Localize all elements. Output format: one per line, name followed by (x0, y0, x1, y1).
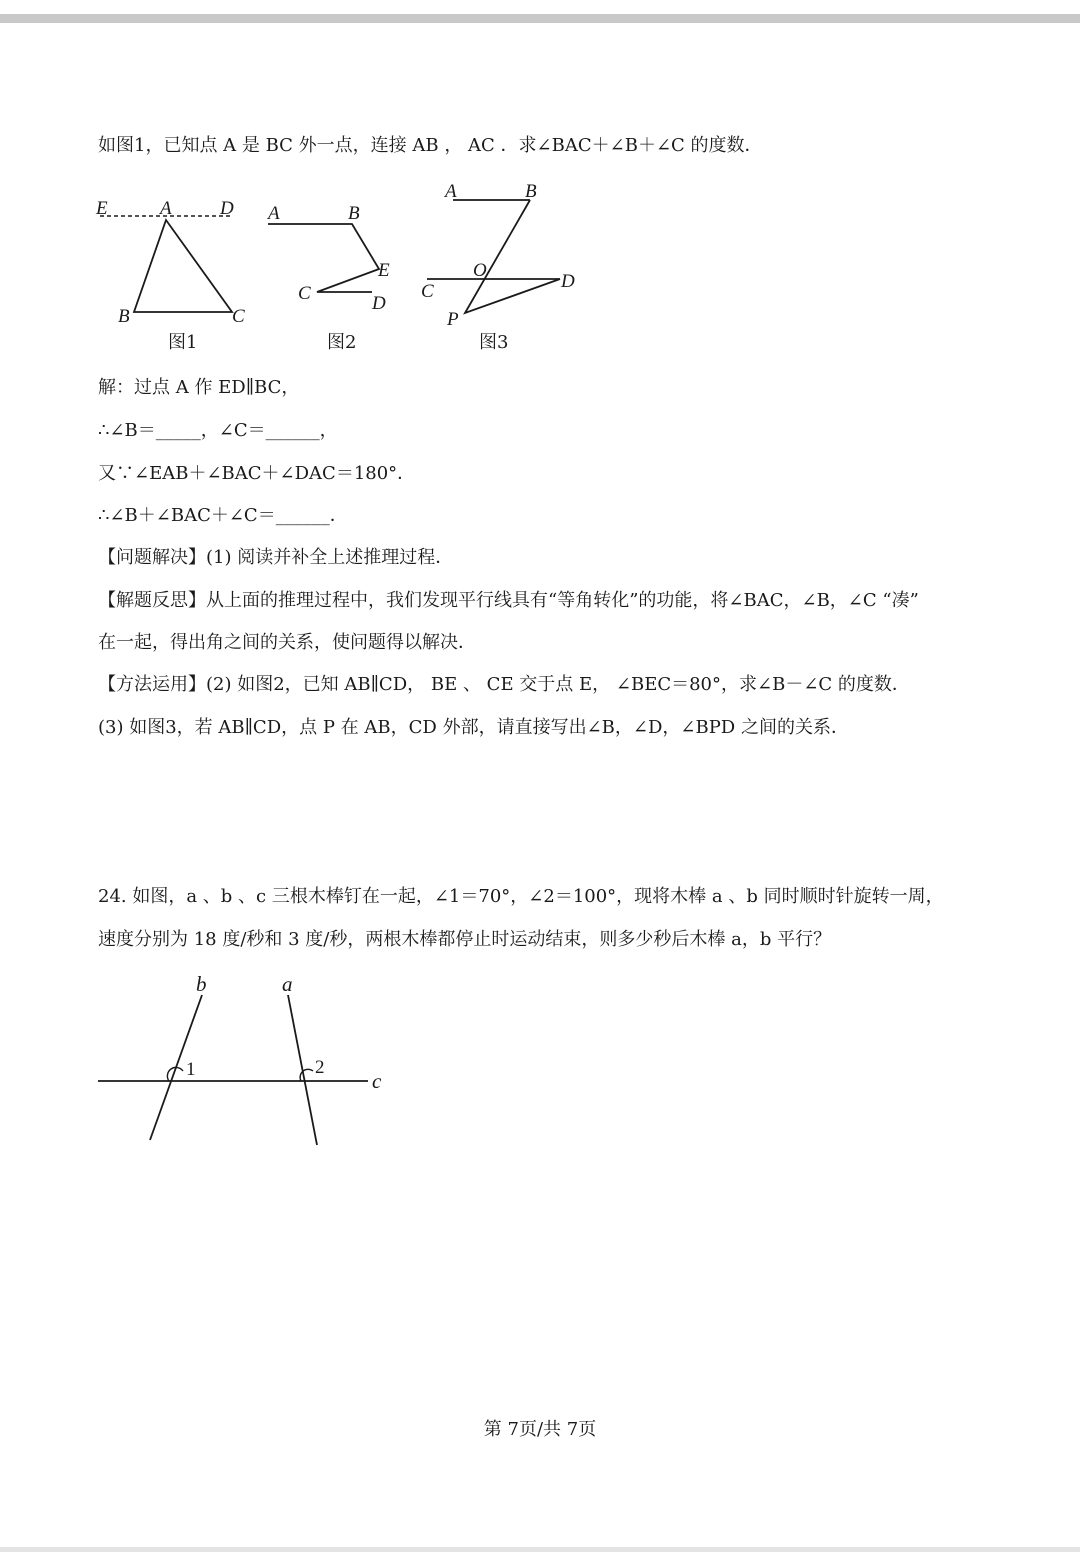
question-24-line-1: 24. 如图，a 、b 、c 三根木棒钉在一起，∠1＝70°，∠2＝100°，现将木棒 a 、b 同时顺时针旋转一周， (98, 886, 944, 907)
angle-1-label: 1 (186, 1059, 196, 1080)
solution-line-4: ∴∠B＋∠BAC＋∠C＝______． (98, 505, 348, 526)
fig1-label-D: D (220, 198, 234, 219)
stick-b-label: b (196, 972, 207, 996)
question-1: 【问题解决】(1) 阅读并补全上述推理过程． (98, 547, 454, 568)
solution-line-2: ∴∠B＝_____，∠C＝______， (98, 420, 338, 441)
fig2-label-D: D (372, 293, 386, 314)
fig1-label-C: C (232, 306, 245, 327)
fig2-label-E: E (378, 260, 390, 281)
problem-intro: 如图1，已知点 A 是 BC 外一点，连接 AB ， AC ．求∠BAC＋∠B＋∠C 的度数． (98, 135, 763, 156)
fig3-label-D: D (561, 271, 575, 292)
angle-2-label: 2 (315, 1057, 325, 1078)
reflection-line-2: 在一起，得出角之间的关系，使问题得以解决． (98, 632, 476, 653)
reflection-line-1: 【解题反思】从上面的推理过程中，我们发现平行线具有“等角转化”的功能，将∠BAC，∠B，∠C “凑” (98, 590, 919, 611)
fig3-path-BPD (465, 200, 560, 313)
bottom-border-bar (0, 1547, 1080, 1552)
question-2: 【方法运用】(2) 如图2，已知 AB∥CD， BE 、 CE 交于点 E， ∠BEC＝80°，求∠B－∠C 的度数． (98, 674, 910, 695)
fig2-path-ABECD (268, 224, 379, 292)
fig3-label-A: A (445, 181, 457, 202)
fig1-triangle-ABC (134, 220, 232, 312)
solution-line-1: 解：过点 A 作 ED∥BC， (98, 377, 300, 398)
figure-3-diagram (415, 175, 590, 330)
fig2-label-A: A (268, 203, 280, 224)
fig1-label-E: E (96, 198, 108, 219)
question-24-figure (90, 970, 400, 1155)
stick-a-label: a (282, 972, 293, 996)
figure-3-caption: 图3 (479, 332, 509, 353)
fig3-label-O: O (473, 260, 487, 281)
stick-c-label: c (372, 1069, 382, 1093)
question-3: (3) 如图3，若 AB∥CD，点 P 在 AB，CD 外部，请直接写出∠B，∠D，∠BPD 之间的关系． (98, 717, 849, 738)
solution-line-3: 又∵∠EAB＋∠BAC＋∠DAC＝180°． (98, 463, 416, 484)
top-border-bar (0, 14, 1080, 23)
figure-2-caption: 图2 (327, 332, 357, 353)
figure-1-diagram (90, 190, 260, 330)
question-24-line-2: 速度分别为 18 度/秒和 3 度/秒，两根木棒都停止时运动结束，则多少秒后木棒 a，b 平行？ (98, 929, 832, 950)
fig3-label-P: P (447, 309, 459, 330)
page-footer: 第 7页/共 7页 (483, 1419, 597, 1440)
fig3-label-B: B (525, 181, 537, 202)
fig2-label-C: C (298, 283, 311, 304)
fig1-label-A: A (160, 198, 172, 219)
figure-2-diagram (262, 195, 412, 325)
fig1-label-B: B (118, 306, 130, 327)
fig2-label-B: B (348, 203, 360, 224)
fig3-label-C: C (421, 281, 434, 302)
figure-1-caption: 图1 (168, 332, 198, 353)
